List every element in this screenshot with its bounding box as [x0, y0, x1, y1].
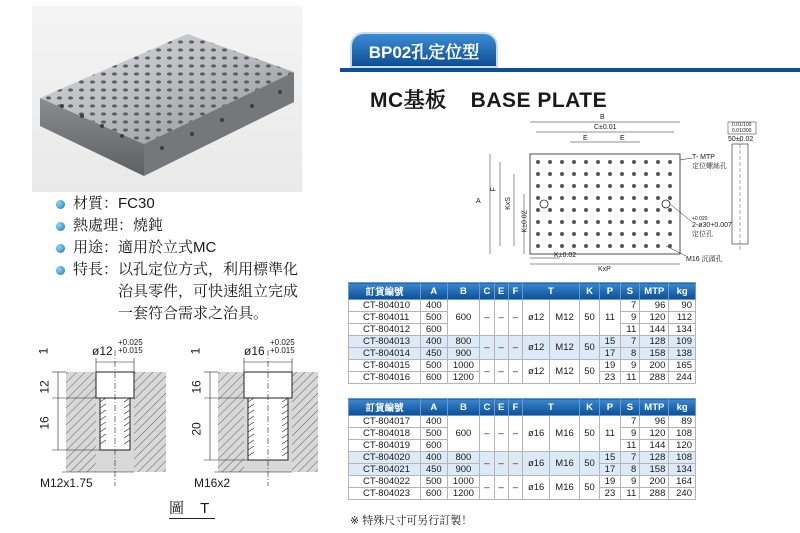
table-cell: 800: [447, 336, 480, 348]
table-cell: ø16: [523, 476, 550, 500]
spec-list: [56, 193, 346, 325]
table-cell: 50: [579, 360, 599, 384]
table-cell: CT-804021: [349, 464, 421, 476]
product-photo: [32, 6, 302, 192]
table-row: [349, 360, 696, 372]
dim-label: 20: [189, 422, 204, 436]
table-cell: 7: [620, 336, 640, 348]
table-cell: 500: [421, 360, 448, 372]
table-cell: CT-804020: [349, 452, 421, 464]
table-cell: –: [480, 476, 494, 500]
table-cell: CT-804022: [349, 476, 421, 488]
table-cell: 600: [421, 440, 448, 452]
tolerance-frame: 0.01/100 0.01/300: [732, 122, 752, 134]
table-cell: 134: [669, 464, 696, 476]
table-row: [349, 336, 696, 348]
table-cell: 11: [620, 324, 640, 336]
table-cell: 50: [579, 416, 599, 452]
table-cell: 112: [669, 312, 696, 324]
table-cell: 500: [421, 428, 448, 440]
table-row: [349, 416, 696, 428]
table-cell: 50: [579, 336, 599, 360]
table-cell: –: [508, 476, 522, 500]
table-cell: 400: [421, 416, 448, 428]
table-cell: 200: [640, 476, 669, 488]
dim-label: 16: [37, 416, 52, 430]
table-cell: 600: [421, 324, 448, 336]
table-cell: –: [480, 452, 494, 476]
table-cell: 9: [620, 428, 640, 440]
dim-k-label: K±0.02: [521, 210, 529, 233]
table-cell: 158: [640, 464, 669, 476]
table-cell: 50: [579, 476, 599, 500]
table-cell: –: [508, 452, 522, 476]
pin-callout: +0.020 2-ø30+0.007 定位孔: [692, 216, 732, 238]
table-cell: 11: [600, 300, 620, 336]
table-cell: 165: [669, 360, 696, 372]
dim-label: 1: [36, 347, 51, 355]
table-cell: 400: [421, 336, 448, 348]
table-cell: CT-804023: [349, 488, 421, 500]
dim-f-label: F: [490, 187, 498, 192]
table-header-row: 訂貨編號 A B C E F T K P S MTP kg: [349, 283, 696, 300]
table-cell: 96: [640, 300, 669, 312]
table-cell: 1200: [447, 372, 480, 384]
table-cell: ø12: [523, 336, 550, 360]
table-cell: M12: [550, 336, 580, 360]
spec-table-m16: [348, 398, 696, 500]
dim-b-label: B: [600, 114, 605, 121]
table-cell: 600: [447, 300, 480, 336]
table-cell: CT-804013: [349, 336, 421, 348]
table-cell: M16: [550, 452, 580, 476]
table-cell: –: [508, 300, 522, 336]
table-cell: 120: [669, 440, 696, 452]
table-cell: 288: [640, 372, 669, 384]
table-cell: CT-804010: [349, 300, 421, 312]
table-cell: CT-804018: [349, 428, 421, 440]
table-cell: 96: [640, 416, 669, 428]
dim-e-label: E: [583, 135, 588, 142]
dim-label: 12: [37, 380, 52, 394]
table-cell: –: [508, 360, 522, 384]
table-cell: 109: [669, 336, 696, 348]
table-cell: M12: [550, 300, 580, 336]
table-cell: CT-804016: [349, 372, 421, 384]
table-cell: 128: [640, 452, 669, 464]
table-cell: 128: [640, 336, 669, 348]
table-cell: 1000: [447, 476, 480, 488]
table-cell: 108: [669, 428, 696, 440]
bullet-icon: [56, 244, 65, 253]
table-cell: 500: [421, 312, 448, 324]
spec-heat-treatment: 熱處理： 燒鈍: [56, 215, 346, 237]
table-cell: 15: [600, 452, 620, 464]
table-cell: 108: [669, 452, 696, 464]
table-cell: 158: [640, 348, 669, 360]
table-cell: –: [494, 360, 508, 384]
section-drawing-m12: [36, 336, 176, 496]
table-cell: 7: [620, 416, 640, 428]
table-cell: 9: [620, 312, 640, 324]
table-cell: 7: [620, 452, 640, 464]
table-cell: 17: [600, 464, 620, 476]
table-header-row: 訂貨編號 A B C E F T K P S MTP kg: [349, 399, 696, 416]
series-tab: BP02孔定位型: [350, 32, 498, 68]
table-cell: 9: [620, 476, 640, 488]
bullet-icon: [56, 200, 65, 209]
table-cell: 500: [421, 476, 448, 488]
table-row: [349, 476, 696, 488]
bullet-icon: [56, 222, 65, 231]
dim-a-label: A: [476, 198, 481, 205]
table-cell: 134: [669, 324, 696, 336]
figure-label: 圖 T: [169, 500, 216, 517]
table-cell: ø12: [523, 300, 550, 336]
section-drawing-m16: [188, 336, 328, 496]
table-cell: 400: [421, 452, 448, 464]
table-cell: 11: [620, 372, 640, 384]
spec-features: 特長： 以孔定位方式，利用標準化治具零件，可快速組立完成一套符合需求之治具。: [56, 259, 346, 325]
table-cell: 90: [669, 300, 696, 312]
table-cell: 11: [620, 488, 640, 500]
table-cell: 1000: [447, 360, 480, 372]
table-cell: 600: [421, 372, 448, 384]
table-cell: 144: [640, 324, 669, 336]
header-rule: [340, 68, 800, 72]
table-cell: 200: [640, 360, 669, 372]
table-cell: 138: [669, 348, 696, 360]
table-cell: 120: [640, 428, 669, 440]
dim-kxs-label: KxS: [504, 197, 512, 210]
table-cell: 89: [669, 416, 696, 428]
table-cell: 8: [620, 464, 640, 476]
table-cell: 7: [620, 300, 640, 312]
plan-drawing: [470, 114, 780, 278]
table-cell: –: [494, 476, 508, 500]
tmtp-callout: T- MTP 定位螺絲孔: [692, 154, 727, 170]
table-cell: 19: [600, 476, 620, 488]
table-cell: –: [480, 360, 494, 384]
table-cell: ø12: [523, 360, 550, 384]
table-cell: 17: [600, 348, 620, 360]
table-cell: –: [480, 416, 494, 452]
table-cell: ø16: [523, 416, 550, 452]
table-cell: 15: [600, 336, 620, 348]
table-cell: –: [480, 300, 494, 336]
table-cell: CT-804011: [349, 312, 421, 324]
table-cell: CT-804019: [349, 440, 421, 452]
dim-c-label: C±0.01: [594, 124, 617, 131]
table-cell: 164: [669, 476, 696, 488]
table-cell: 11: [600, 416, 620, 452]
table-cell: 50: [579, 300, 599, 336]
tolerance-label: +0.025 +0.015: [270, 338, 295, 355]
table-cell: 600: [447, 416, 480, 452]
dim-k-label: K±0.02: [554, 252, 577, 259]
table-cell: –: [508, 416, 522, 452]
bullet-icon: [56, 266, 65, 275]
table-cell: 9: [620, 360, 640, 372]
spec-material: 材質： FC30: [56, 193, 346, 215]
dia-label: ø16: [244, 344, 265, 358]
table-row: [349, 452, 696, 464]
table-cell: 23: [600, 488, 620, 500]
table-cell: 900: [447, 464, 480, 476]
series-header: [340, 32, 800, 72]
table-cell: M16: [550, 476, 580, 500]
table-cell: 288: [640, 488, 669, 500]
table-cell: 144: [640, 440, 669, 452]
table-cell: –: [494, 300, 508, 336]
table-cell: –: [494, 336, 508, 360]
table-cell: 1200: [447, 488, 480, 500]
thickness-label: 50±0.02: [728, 136, 754, 143]
table-cell: 450: [421, 348, 448, 360]
thread-label: M16x2: [194, 476, 231, 490]
dim-e-label: E: [620, 135, 625, 142]
table-cell: 19: [600, 360, 620, 372]
dim-label: 1: [188, 347, 203, 355]
table-cell: CT-804012: [349, 324, 421, 336]
table-cell: M12: [550, 360, 580, 384]
table-cell: 450: [421, 464, 448, 476]
table-cell: CT-804015: [349, 360, 421, 372]
table-cell: 244: [669, 372, 696, 384]
m16-callout: M16 沉頭孔: [686, 256, 723, 263]
spec-table-m12: [348, 282, 696, 384]
table-cell: 600: [421, 488, 448, 500]
table-cell: 900: [447, 348, 480, 360]
table-cell: 400: [421, 300, 448, 312]
thread-label: M12x1.75: [40, 476, 93, 490]
table-cell: 11: [620, 440, 640, 452]
table-cell: –: [508, 336, 522, 360]
table-cell: M16: [550, 416, 580, 452]
table-cell: 800: [447, 452, 480, 464]
table-row: [349, 300, 696, 312]
dim-label: 16: [189, 380, 204, 394]
spec-usage: 用途： 適用於立式MC: [56, 237, 346, 259]
table-cell: 23: [600, 372, 620, 384]
table-cell: 240: [669, 488, 696, 500]
table-cell: –: [494, 452, 508, 476]
model-title: MC基板 BASE PLATE: [370, 89, 608, 112]
dim-kxp-label: KxP: [598, 266, 611, 273]
table-cell: ø16: [523, 452, 550, 476]
table-cell: CT-804017: [349, 416, 421, 428]
dia-label: ø12: [92, 344, 113, 358]
table-cell: 120: [640, 312, 669, 324]
table-cell: –: [480, 336, 494, 360]
table-cell: CT-804014: [349, 348, 421, 360]
table-cell: –: [494, 416, 508, 452]
custom-size-note: ※ 特殊尺寸可另行訂製！: [350, 515, 473, 527]
tolerance-label: +0.025 +0.015: [118, 338, 143, 355]
table-cell: 50: [579, 452, 599, 476]
table-cell: 8: [620, 348, 640, 360]
